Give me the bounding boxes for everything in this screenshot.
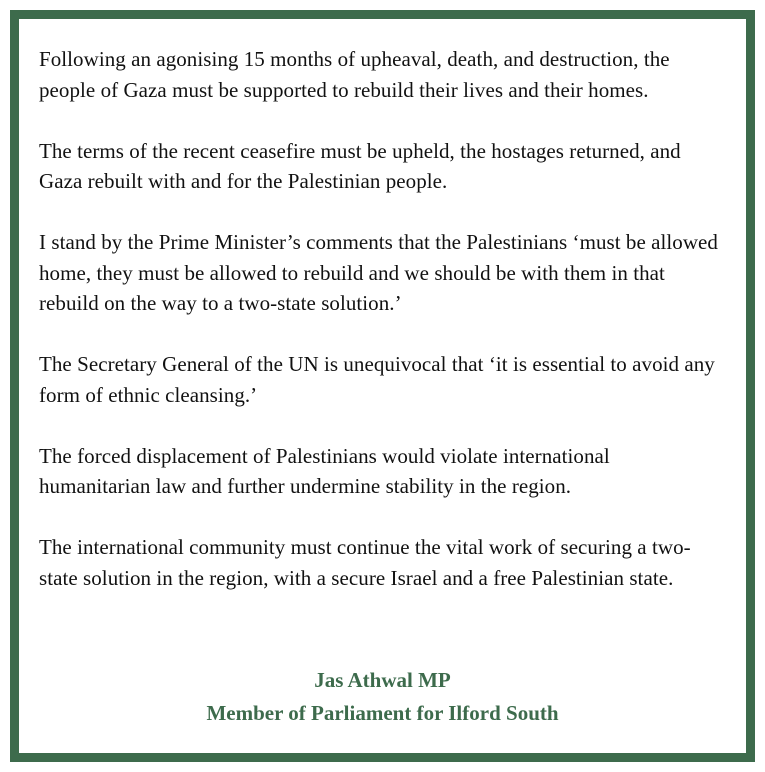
statement-paragraph: Following an agonising 15 months of upheaval, death, and destruction, the people of Gaza must be supported to rebuild their lives and their homes. [39,47,670,102]
statement-paragraph: The international community must continue the vital work of securing a two-state solution in the region, with a secure Israel and a free Palestinian state. [39,535,691,590]
signature-block [19,664,746,730]
statement-body [39,44,719,624]
signature-name: Jas Athwal MP [314,668,451,692]
statement-paragraph: The terms of the recent ceasefire must be upheld, the hostages returned, and Gaza rebuilt with and for the Palestinian people. [39,138,681,193]
signature-title: Member of Parliament for Ilford South [206,701,559,725]
statement-card [10,10,755,762]
statement-paragraph: I stand by the Prime Minister’s comments that the Palestinians ‘must be allowed home, they must be allowed to rebuild and we should be with them in that rebuild on the way to a two-state solution.’ [39,230,718,315]
statement-paragraph: The Secretary General of the UN is unequivocal that ‘it is essential to avoid any form of ethnic cleansing.’ [39,352,715,407]
statement-paragraph: The forced displacement of Palestinians would violate international humanitarian law and further undermine stability in the region. [39,443,610,498]
